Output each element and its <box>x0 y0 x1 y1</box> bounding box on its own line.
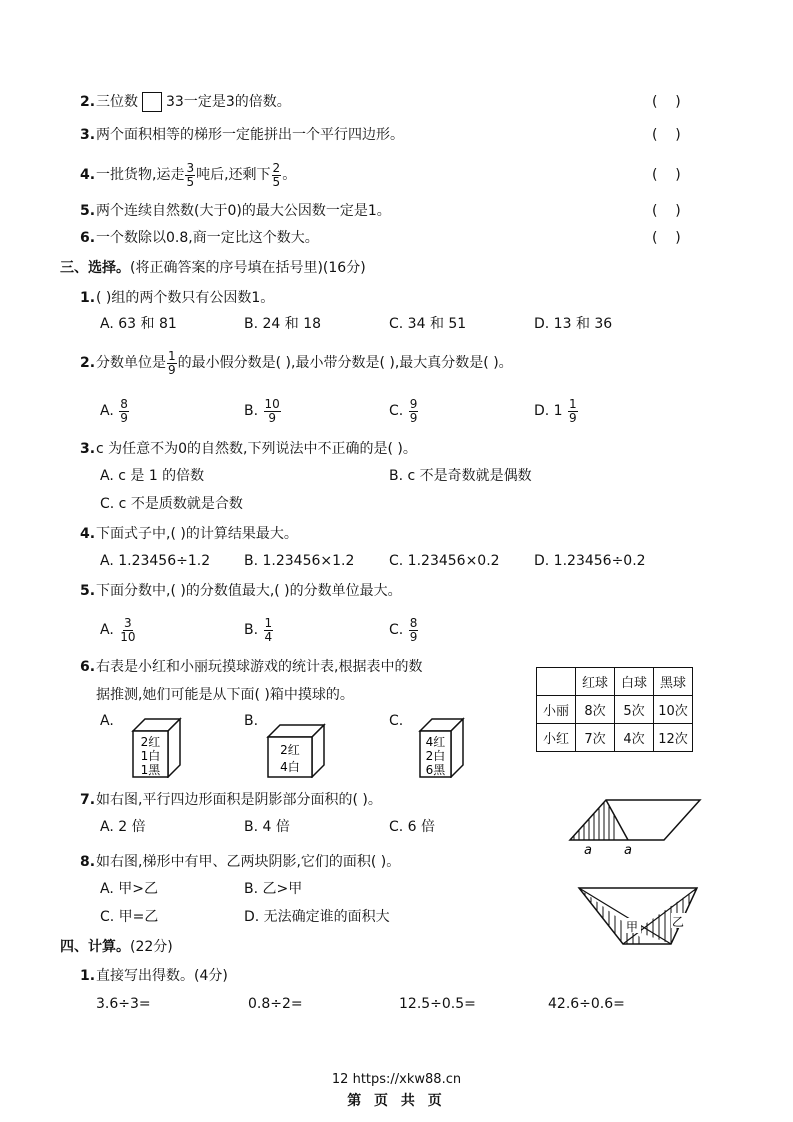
numerator: 1 <box>569 396 577 411</box>
question-text-line1: 右表是小红和小丽玩摸球游戏的统计表,根据表中的数 <box>96 659 423 675</box>
question-5 <box>0 579 793 603</box>
page-footer-count: 第 页 共 页 <box>347 1093 446 1109</box>
option-a[interactable] <box>100 713 210 778</box>
box-label: 2红 <box>280 743 300 757</box>
figure-label: 甲 <box>626 920 639 934</box>
option-letter: C. <box>389 622 404 638</box>
calc-1-items <box>0 992 793 1016</box>
question-number: 1. <box>80 290 96 306</box>
table-cell: 小红 <box>537 724 576 752</box>
question-text: 如右图,梯形中有甲、乙两块阴影,它们的面积( )。 <box>96 854 401 870</box>
option-b[interactable] <box>244 713 354 778</box>
section-title-text: 三、选择。 <box>60 260 130 276</box>
item-number: 5. <box>80 203 96 219</box>
option-a[interactable]: A. 1.23456÷1.2 <box>100 553 211 569</box>
question-number: 7. <box>80 792 96 808</box>
box-label: 2白 <box>425 749 446 763</box>
option-letter: C. <box>389 403 404 419</box>
option-d[interactable] <box>534 394 579 428</box>
table-cell: 12次 <box>654 724 693 752</box>
option-letter: B. <box>244 713 259 729</box>
fraction <box>264 398 281 425</box>
numerator: 1 <box>168 348 176 363</box>
fraction <box>264 617 274 644</box>
option-b[interactable]: B. 24 和 18 <box>244 316 322 332</box>
question-text <box>96 348 513 378</box>
table-header-row <box>537 668 693 696</box>
judge-item-2 <box>0 90 793 114</box>
option-b[interactable]: B. 乙>甲 <box>244 881 303 897</box>
question-number: 8. <box>80 854 96 870</box>
option-letter: D. 1 <box>534 403 563 419</box>
question-2 <box>0 348 793 378</box>
option-c[interactable]: C. 6 倍 <box>389 819 436 835</box>
option-a[interactable] <box>100 613 138 647</box>
option-b[interactable]: B. 1.23456×1.2 <box>244 553 355 569</box>
fraction <box>119 617 136 644</box>
denominator: 4 <box>264 629 273 644</box>
item-text: 两个面积相等的梯形一定能拼出一个平行四边形。 <box>96 127 404 143</box>
question-4 <box>0 522 793 546</box>
question-text: 下面分数中,( )的分数值最大,( )的分数单位最大。 <box>96 583 402 599</box>
question-text-pre: 分数单位是 <box>96 355 166 371</box>
numerator: 2 <box>272 160 281 175</box>
calc-item[interactable]: 3.6÷3= <box>96 996 151 1012</box>
option-a[interactable]: A. c 是 1 的倍数 <box>100 468 205 484</box>
table-cell: 7次 <box>576 724 615 752</box>
figure-label: a <box>624 843 632 856</box>
section-title <box>60 935 173 959</box>
item-text-mid: 吨后,还剩下 <box>196 167 271 183</box>
item-number: 6. <box>80 230 96 246</box>
question-3-options-row1 <box>0 464 793 488</box>
page-footer-url: 12 https://xkw88.cn <box>331 1072 462 1087</box>
denominator: 9 <box>409 629 418 644</box>
option-b[interactable]: B. c 不是奇数就是偶数 <box>389 468 532 484</box>
calc-item[interactable]: 12.5÷0.5= <box>399 996 476 1012</box>
box-icon <box>244 713 354 778</box>
option-a[interactable]: A. 2 倍 <box>100 819 146 835</box>
box-label: 4白 <box>280 760 300 774</box>
denominator: 9 <box>120 410 128 425</box>
option-c[interactable]: C. 34 和 51 <box>389 316 467 332</box>
table-header-cell <box>537 668 576 696</box>
question-text-line2: 据推测,她们可能是从下面( )箱中摸球的。 <box>96 687 354 703</box>
item-text <box>96 160 296 190</box>
option-a[interactable]: A. 甲>乙 <box>100 881 158 897</box>
numerator: 3 <box>186 160 195 175</box>
item-text-post: 。 <box>282 167 297 183</box>
option-c[interactable]: C. c 不是质数就是合数 <box>100 496 243 512</box>
fraction <box>272 162 282 189</box>
answer-paren[interactable]: ( ) <box>652 167 681 183</box>
question-3-options-row2 <box>0 492 793 516</box>
item-number: 4. <box>80 167 96 183</box>
question-number: 2. <box>80 355 96 371</box>
fraction <box>185 162 195 189</box>
question-number: 5. <box>80 583 96 599</box>
denominator: 9 <box>268 410 276 425</box>
numerator: 3 <box>124 615 132 630</box>
numerator: 1 <box>264 615 273 630</box>
option-letter: C. <box>389 713 404 729</box>
box-label: 1白 <box>140 749 161 763</box>
figure-label: a <box>584 843 592 856</box>
numerator: 8 <box>409 615 418 630</box>
stats-table <box>536 667 693 752</box>
item-text-pre: 一批货物,运走 <box>96 167 185 183</box>
section-title <box>60 256 366 280</box>
box-label: 4红 <box>425 735 446 749</box>
figure-label: 乙 <box>672 915 685 929</box>
fraction <box>409 617 419 644</box>
box-label: 2红 <box>140 735 161 749</box>
box-icon <box>389 713 499 778</box>
question-1 <box>0 286 793 310</box>
question-number: 1. <box>80 968 96 984</box>
box-icon <box>100 713 210 778</box>
table-row <box>537 724 693 752</box>
question-number: 3. <box>80 441 96 457</box>
answer-paren[interactable]: ( ) <box>652 94 681 110</box>
numerator: 8 <box>120 396 128 411</box>
option-d[interactable]: D. 无法确定谁的面积大 <box>244 909 390 925</box>
denominator: 9 <box>409 410 418 425</box>
table-cell: 10次 <box>654 696 693 724</box>
question-8 <box>0 850 793 874</box>
item-text: 两个连续自然数(大于0)的最大公因数一定是1。 <box>96 203 391 219</box>
option-c[interactable] <box>389 394 419 428</box>
option-c[interactable]: C. 1.23456×0.2 <box>389 553 500 569</box>
judge-item-4 <box>0 160 793 190</box>
question-number: 6. <box>80 659 96 675</box>
item-number: 3. <box>80 127 96 143</box>
option-b[interactable] <box>244 394 282 428</box>
section-note: (将正确答案的序号填在括号里)(16分) <box>130 260 366 276</box>
numerator: 9 <box>409 396 418 411</box>
option-c[interactable] <box>389 613 419 647</box>
answer-paren[interactable]: ( ) <box>652 203 681 219</box>
option-d[interactable]: D. 13 和 36 <box>534 316 613 332</box>
question-text-post: 的最小假分数是( ),最小带分数是( ),最大真分数是( )。 <box>177 355 513 371</box>
option-b[interactable]: B. 4 倍 <box>244 819 290 835</box>
fraction <box>119 398 129 425</box>
calc-item[interactable]: 42.6÷0.6= <box>548 996 625 1012</box>
denominator: 9 <box>569 410 577 425</box>
item-text-post: 33一定是3的倍数。 <box>166 94 291 110</box>
option-a[interactable] <box>100 394 130 428</box>
blank-box[interactable] <box>142 92 162 112</box>
box-label: 1黑 <box>140 763 161 777</box>
item-number: 2. <box>80 94 96 110</box>
question-text: 下面式子中,( )的计算结果最大。 <box>96 526 298 542</box>
table-header-cell: 白球 <box>615 668 654 696</box>
table-row <box>537 696 693 724</box>
calc-item[interactable]: 0.8÷2= <box>248 996 303 1012</box>
judge-item-5 <box>0 199 793 223</box>
option-letter: B. <box>244 622 259 638</box>
question-1-options <box>0 312 793 336</box>
question-5-options <box>0 613 793 647</box>
option-c[interactable]: C. 甲=乙 <box>100 909 159 925</box>
question-text: 直接写出得数。(4分) <box>96 968 228 984</box>
box-label: 6黑 <box>425 763 446 777</box>
option-d[interactable]: D. 1.23456÷0.2 <box>534 553 646 569</box>
answer-paren[interactable]: ( ) <box>652 230 681 246</box>
option-letter: B. <box>244 403 259 419</box>
answer-paren[interactable]: ( ) <box>652 127 681 143</box>
option-letter: A. <box>100 403 114 419</box>
option-c[interactable] <box>389 713 499 778</box>
section-3-title <box>0 256 793 280</box>
denominator: 9 <box>168 362 176 377</box>
table-cell: 4次 <box>615 724 654 752</box>
question-text: ( )组的两个数只有公因数1。 <box>96 290 275 306</box>
question-number: 4. <box>80 526 96 542</box>
option-a[interactable]: A. 63 和 81 <box>100 316 177 332</box>
item-text <box>96 90 291 114</box>
table-header-cell: 黑球 <box>654 668 693 696</box>
table-cell: 8次 <box>576 696 615 724</box>
question-text: 如右图,平行四边形面积是阴影部分面积的( )。 <box>96 792 382 808</box>
fraction <box>409 398 419 425</box>
question-2-options <box>0 394 793 428</box>
question-text: c 为任意不为0的自然数,下列说法中不正确的是( )。 <box>96 441 417 457</box>
judge-item-6 <box>0 226 793 250</box>
fraction <box>167 350 177 377</box>
denominator: 5 <box>272 174 281 189</box>
question-3 <box>0 437 793 461</box>
option-b[interactable] <box>244 613 274 647</box>
fraction <box>568 398 578 425</box>
item-text-pre: 三位数 <box>96 94 138 110</box>
question-4-options <box>0 549 793 573</box>
calc-1 <box>0 964 793 988</box>
section-title-text: 四、计算。 <box>60 939 130 955</box>
section-4-title <box>0 935 793 959</box>
numerator: 10 <box>264 396 280 411</box>
option-letter: A. <box>100 622 114 638</box>
parallelogram-figure <box>560 792 710 856</box>
item-text: 一个数除以0.8,商一定比这个数大。 <box>96 230 319 246</box>
denominator: 10 <box>120 629 136 644</box>
table-header-cell: 红球 <box>576 668 615 696</box>
table-cell: 小丽 <box>537 696 576 724</box>
option-letter: A. <box>100 713 114 729</box>
table-cell: 5次 <box>615 696 654 724</box>
denominator: 5 <box>186 174 195 189</box>
section-note: (22分) <box>130 939 173 955</box>
judge-item-3 <box>0 123 793 147</box>
